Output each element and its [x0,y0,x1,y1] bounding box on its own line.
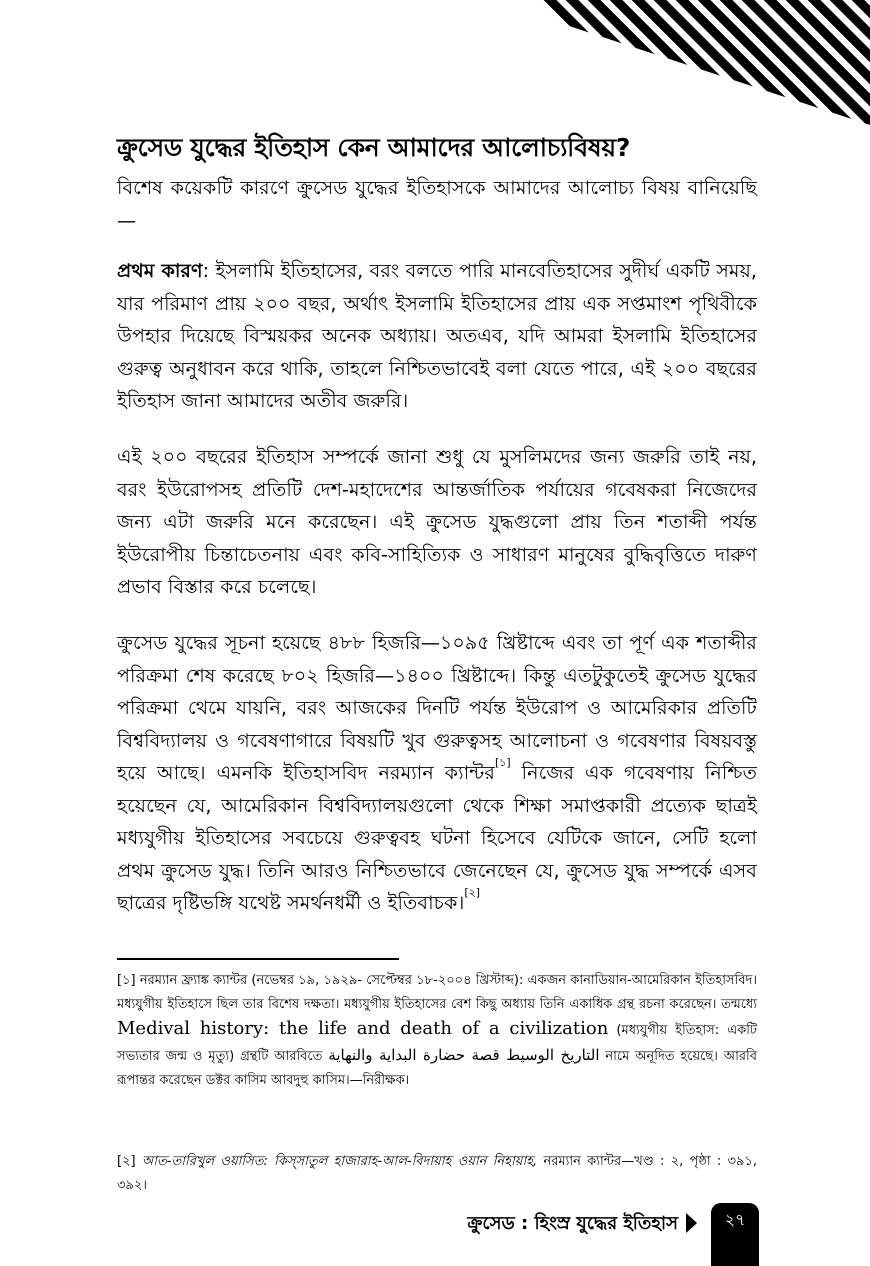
first-reason-text: : ইসলামি ইতিহাসের, বরং বলতে পারি মানবেতিহাসের সুদীর্ঘ একটি সময়, যার পরিমাণ প্রায় ২০০ বছর, অর্থাৎ ইসলামি ইতিহাসের প্রায় এক সপ্তমাংশ পৃথিবীকে উপহার দিয়েছে বিস্ময়কর অনেক অধ্যায়। অতএব, যদি আমরা ইসলামি ইতিহাসের গুরুত্ব অনুধাবন করে থাকি, তাহলে নিশ্চিতভাবেই বলা যেতে পারে, এই ২০০ বছরের ইতিহাস জানা আমাদের অতীব জরুরি। [117,259,757,412]
decorative-stripes [0,0,870,130]
footnote-ref-1[interactable]: [১] [494,756,511,769]
footnote-divider [117,958,399,960]
third-paragraph-part-b: নিজের এক গবেষণায় নিশ্চিত হয়েছেন যে, আমেরিকান বিশ্ববিদ্যালয়গুলো থেকে শিক্ষা সমাপ্তকারী প্রত্যেক ছাত্রই মধ্যযুগীয় ইতিহাসের সবচেয়ে গুরুত্ববহ ঘটনা হিসেবে যেটিকে জানে, সেটি হলো প্রথম ক্রুসেড যুদ্ধ। তিনি আরও নিশ্চিতভাবে জেনেছেন যে, ক্রুসেড যুদ্ধ সম্পর্কে এসব ছাত্রের দৃষ্টিভঙ্গি যথেষ্ট সমর্থনধর্মী ও ইতিবাচক। [117,761,757,914]
third-paragraph-part-a: ক্রুসেড যুদ্ধের সূচনা হয়েছে ৪৮৮ হিজরি—১০৯৫ খ্রিষ্টাব্দে এবং তা পূর্ণ এক শতাব্দীর পরিক্রমা শেষ করেছে ৮০২ হিজরি—১৪০০ খ্রিষ্টাব্দে। কিন্তু এতটুকুতেই ক্রুসেড যুদ্ধের পরিক্রমা থেমে যায়নি, বরং আজকের দিনটি পর্যন্ত ইউরোপ ও আমেরিকার প্রতিটি বিশ্ববিদ্যালয় ও গবেষণাগারে বিষয়টি খুব গুরুত্বসহ আলোচনা ও গবেষণার বিষয়বস্তু হয়ে আছে। এমনকি ইতিহাসবিদ নরম্যান ক্যান্টর [117,631,757,784]
footnote-2-label: [২] [117,1154,142,1169]
page-number-badge [711,1203,759,1266]
first-reason-label: প্রথম কারণ [117,259,203,282]
footnote-1-arabic-title: التاريخ الوسيط قصة حضارة البداية والنهاية [328,1046,600,1064]
footnote-2-title: আত-তারিখুল ওয়াসিত: কিস্‌সাতুল হাজারাহ-আল-বিদায়াহ ওয়ান নিহায়াহ, [141,1154,538,1169]
footnote-2 [117,1150,757,1198]
section-heading: ক্রুসেড যুদ্ধের ইতিহাস কেন আমাদের আলোচ্যবিষয়? [117,133,631,162]
triangle-arrow-icon [686,1213,697,1233]
page-number: ২৭ [724,1210,746,1229]
footnote-ref-2[interactable]: [২] [464,886,481,899]
intro-paragraph: বিশেষ কয়েকটি কারণে ক্রুসেড যুদ্ধের ইতিহাসকে আমাদের আলোচ্য বিষয় বানিয়েছি— [117,176,757,232]
running-footer-title: ক্রুসেড : হিংস্র যুদ্ধের ইতিহাস [467,1213,678,1234]
footnote-1-part-b: (মধ্যযুগীয় ইতিহাস: একটি সভ্যতার জন্ম ও মৃত্যু) গ্রন্থটি আরবিতে [117,1023,758,1064]
footnote-1-english-title: Medival history: the life and death of a civilization [117,1018,609,1039]
footnote-1 [117,969,757,1093]
footnote-2-rest: নরম্যান ক্যান্টর—খণ্ড : ২, পৃষ্ঠা : ৩৯১, ৩৯২। [117,1154,758,1193]
footnote-1-part-a: [১] নরম্যান ফ্র্যাঙ্ক ক্যান্টর (নভেম্বর ১৯, ১৯২৯- সেপ্টেম্বর ১৮-২০০৪ খ্রিস্টাব্দ): একজন কানাডিয়ান-আমেরিকান ইতিহাসবিদ। মধ্যযুগীয় ইতিহাসে ছিল তার বিশেষ দক্ষতা। মধ্যযুগীয় ইতিহাসের বেশ কিছু অধ্যায় তিনি একাধিক গ্রন্থ রচনা করেছেন। তন্মধ্যে [117,973,757,1012]
footnote-1-part-c: নামে অনূদিত হয়েছে। আরবি রূপান্তর করেছেন ডক্টর কাসিম আবদুহু কাসিম।—নিরীক্ষক। [117,1049,757,1088]
second-paragraph: এই ২০০ বছরের ইতিহাস সম্পর্কে জানা শুধু যে মুসলিমদের জন্য জরুরি তাই নয়, বরং ইউরোপসহ প্রতিটি দেশ-মহাদেশের আন্তর্জাতিক পর্যায়ের গবেষকরা নিজেদের জন্য এটা জরুরি মনে করেছেন। এই ক্রুসেড যুদ্ধগুলো প্রায় তিন শতাব্দী পর্যন্ত ইউরোপীয় চিন্তাচেতনায় এবং কবি-সাহিত্যিক ও সাধারণ মানুষের বুদ্ধিবৃত্তিতে দারুণ প্রভাব বিস্তার করে চলেছে। [117,445,757,598]
third-paragraph [117,627,757,920]
first-reason-paragraph [117,255,757,418]
